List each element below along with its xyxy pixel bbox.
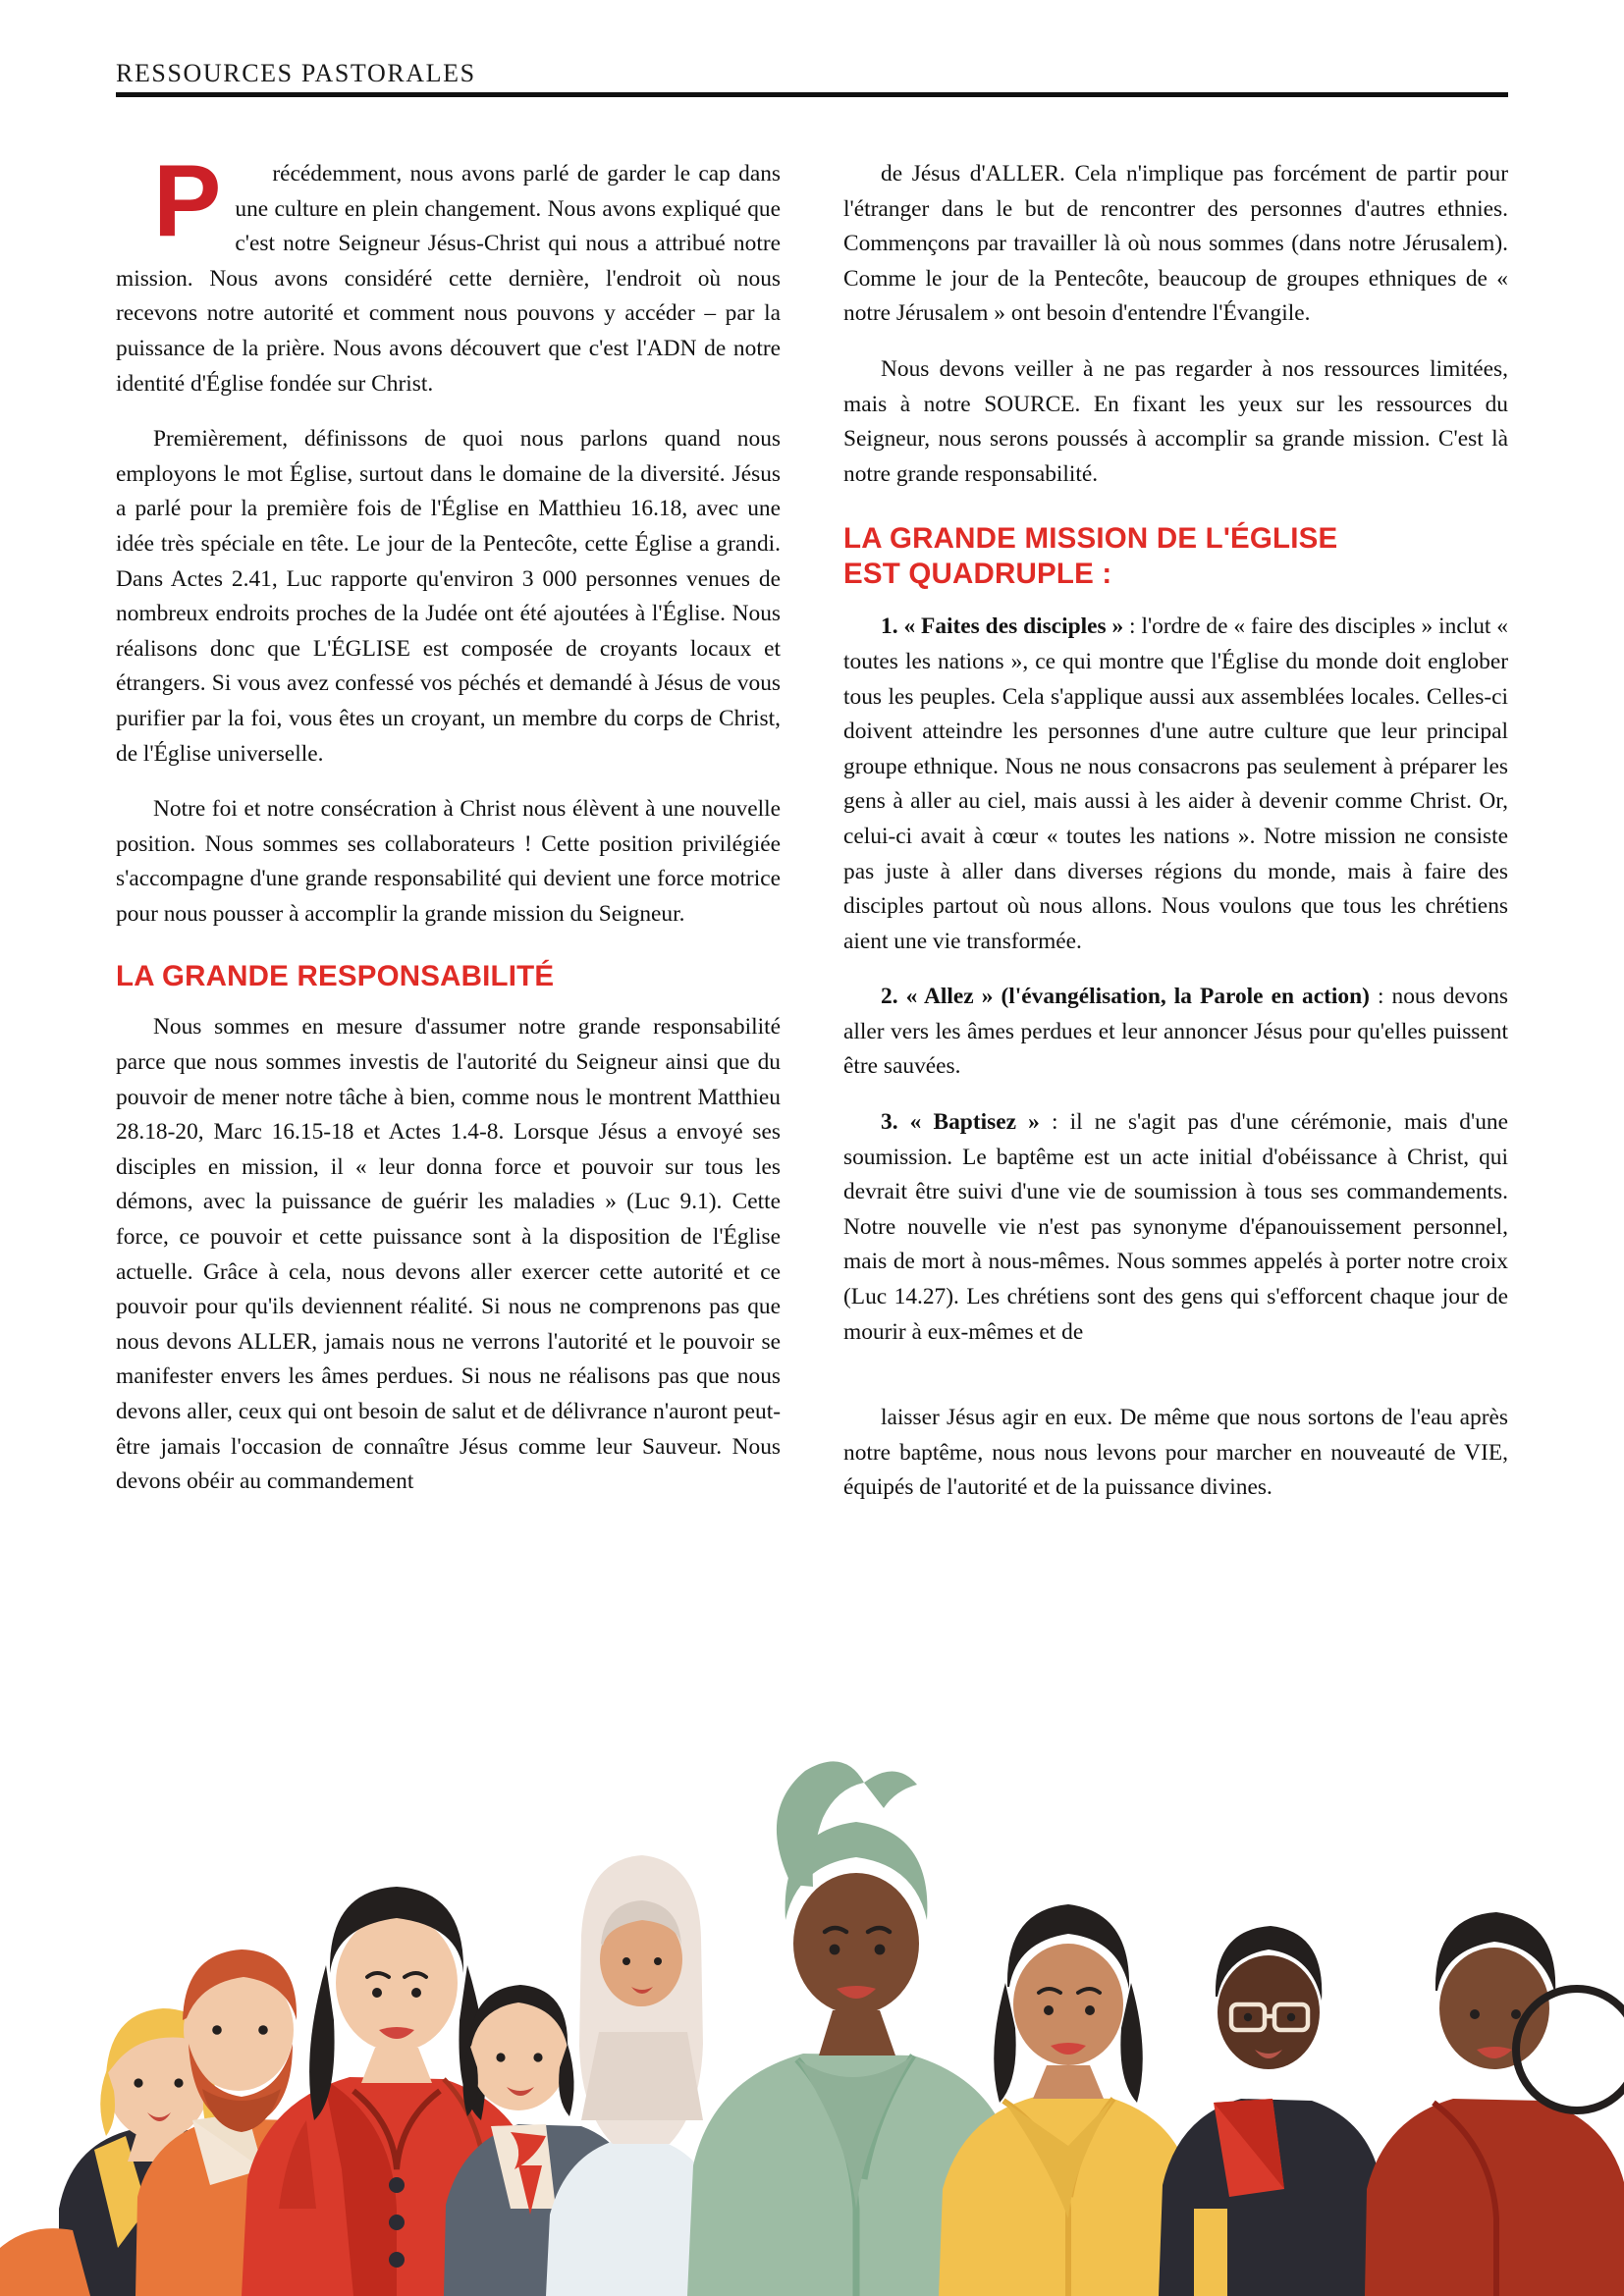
paragraph-source: Nous devons veiller à ne pas regarder à nos ressources limitées, mais à notre SOURCE. En fixant les yeux sur les ressources du Seigneur, nous serons poussés à accomplir sa grande mission. C'est là notre grande responsabilité. xyxy=(843,355,1508,487)
section-heading-mission-line2: EST QUADRUPLE : xyxy=(843,558,1112,591)
point-2-label: 2. « Allez » (l'évangélisation, la Parole en action) xyxy=(881,984,1370,1010)
section-heading-responsabilite: LA GRANDE RESPONSABILITÉ xyxy=(116,960,555,993)
paragraph-intro xyxy=(116,144,781,401)
running-head-label: RESSOURCES PASTORALES xyxy=(116,59,476,87)
paragraph-aller: de Jésus d'ALLER. Cela n'implique pas forcément de partir pour l'étranger dans le but de rencontrer des personnes d'autres ethnies. Commençons par travailler là où nous sommes (dans notre Jérusalem). Comme le jour de la Pentecôte, beaucoup de groupes ethniques de « notre Jérusalem » ont besoin d'entendre l'Évangile. xyxy=(843,161,1508,327)
paragraph-closing: laisser Jésus agir en eux. De même que nous sortons de l'eau après notre baptême, nous nous levons pour marcher en nouveauté de VIE, équipés de l'autorité et de la puissance divines. xyxy=(843,1405,1508,1501)
point-3 xyxy=(843,1105,1508,1350)
right-column xyxy=(843,157,1508,1649)
section-heading-mission-line1: LA GRANDE MISSION DE L'ÉGLISE xyxy=(843,522,1338,556)
left-column xyxy=(116,144,781,1649)
header-rule xyxy=(116,92,1508,97)
point-1 xyxy=(843,610,1508,959)
drop-cap-letter: P xyxy=(153,144,222,258)
running-head xyxy=(116,61,1508,97)
article-columns xyxy=(116,144,1508,1649)
section-heading-mission xyxy=(843,521,1508,592)
paragraph-definition: Premièrement, définissons de quoi nous parlons quand nous employons le mot Église, surtout dans le domaine de la diversité. Jésus a parlé pour la première fois de l'Église en Matthieu 16.18, avec une idée très spéciale en tête. Le jour de la Pentecôte, cette Église a grandi. Dans Actes 2.41, Luc rapporte qu'environ 3 000 personnes venues de nombreux endroits proches de la Judée ont été ajoutées à l'Église. Nous réalisons donc que L'ÉGLISE est composée de croyants locaux et étrangers. Si vous avez confessé vos péchés et demandé à Jésus de vous purifier par la foi, vous êtes un croyant, un membre du corps de Christ, de l'Église universelle. xyxy=(116,426,781,767)
point-1-label: 1. « Faites des disciples » xyxy=(881,614,1124,640)
point-2 xyxy=(843,980,1508,1085)
point-3-text: : il ne s'agit pas d'une cérémonie, mais d'une soumission. Le baptême est un acte initial d'obéissance à Christ, qui devrait être suivi d'une vie de soumission à tous ses commandements. Notre nouvelle vie n'est pas synonyme d'épanouissement personnel, mais de mort à nous-mêmes. Nous sommes appelés à porter notre croix (Luc 14.27). Les chrétiens sont des gens qui s'efforcent chaque jour de mourir à eux-mêmes et de xyxy=(843,1109,1508,1345)
paragraph-responsabilite: Nous sommes en mesure d'assumer notre grande responsabilité parce que nous sommes investis de l'autorité du Seigneur ainsi que du pouvoir de mener notre tâche à bien, comme nous le montrent Matthieu 28.18-20, Marc 16.15-18 et Actes 1.4-8. Lorsque Jésus a envoyé ses disciples en mission, il « leur donna force et pouvoir sur tous les démons, avec la puissance de guérir les maladies » (Luc 9.1). Cette force, ce pouvoir et cette puissance sont à la disposition de l'Église actuelle. Grâce à cela, nous devons aller exercer cette autorité et ce pouvoir pour qu'ils deviennent réalité. Si nous ne comprenons pas que nous devons ALLER, jamais nous ne verrons l'autorité et le pouvoir se manifester envers les âmes perdues. Si nous ne réalisons pas que nous devons aller, ceux qui ont besoin de salut et de délivrance n'auront peut-être jamais l'occasion de connaître Jésus comme leur Sauveur. Nous devons obéir au commandement xyxy=(116,1014,781,1495)
point-2-text: : nous devons aller vers les âmes perdues et leur annoncer Jésus pour qu'elles puissent être sauvées. xyxy=(843,984,1508,1080)
crowd-illustration-svg xyxy=(0,1659,1624,2296)
point-3-label: 3. « Baptisez » xyxy=(881,1109,1040,1136)
paragraph-collaborators: Notre foi et notre consécration à Christ nous élèvent à une nouvelle position. Nous sommes ses collaborateurs ! Cette position privilégiée s'accompagne d'une grande responsabilité qui devient une force motrice pour nous pousser à accomplir la grande mission du Seigneur. xyxy=(116,796,781,927)
point-1-text: : l'ordre de « faire des disciples » inclut « toutes les nations », ce qui montre que l'Église du monde doit englober tous les peuples. Cela s'applique aussi aux assemblées locales. Celles-ci doivent atteindre les personnes d'une autre culture que leur principal groupe ethnique. Nous ne nous consacrons pas seulement à préparer les gens à aller au ciel, mais aussi à les aider à devenir comme Christ. Or, celui-ci avait à cœur « toutes les nations ». Notre mission ne consiste pas juste à aller dans diverses régions du monde, mais à faire des disciples partout où nous allons. Nous voulons que tous les chrétiens aient une vie transformée. xyxy=(843,614,1508,954)
diverse-crowd-illustration xyxy=(0,1659,1624,2296)
column-spacer xyxy=(843,1350,1508,1401)
paragraph-intro-text: récédemment, nous avons parlé de garder le cap dans une culture en plein changement. Nous avons expliqué que c'est notre Seigneur Jésus-Christ qui nous a attribué notre mission. Nous avons considéré cette dernière, l'endroit où nous recevons notre autorité et comment nous pouvons y accéder – par la puissance de la prière. Nous avons découvert que c'est l'ADN de notre identité d'Église fondée sur Christ. xyxy=(116,161,781,397)
